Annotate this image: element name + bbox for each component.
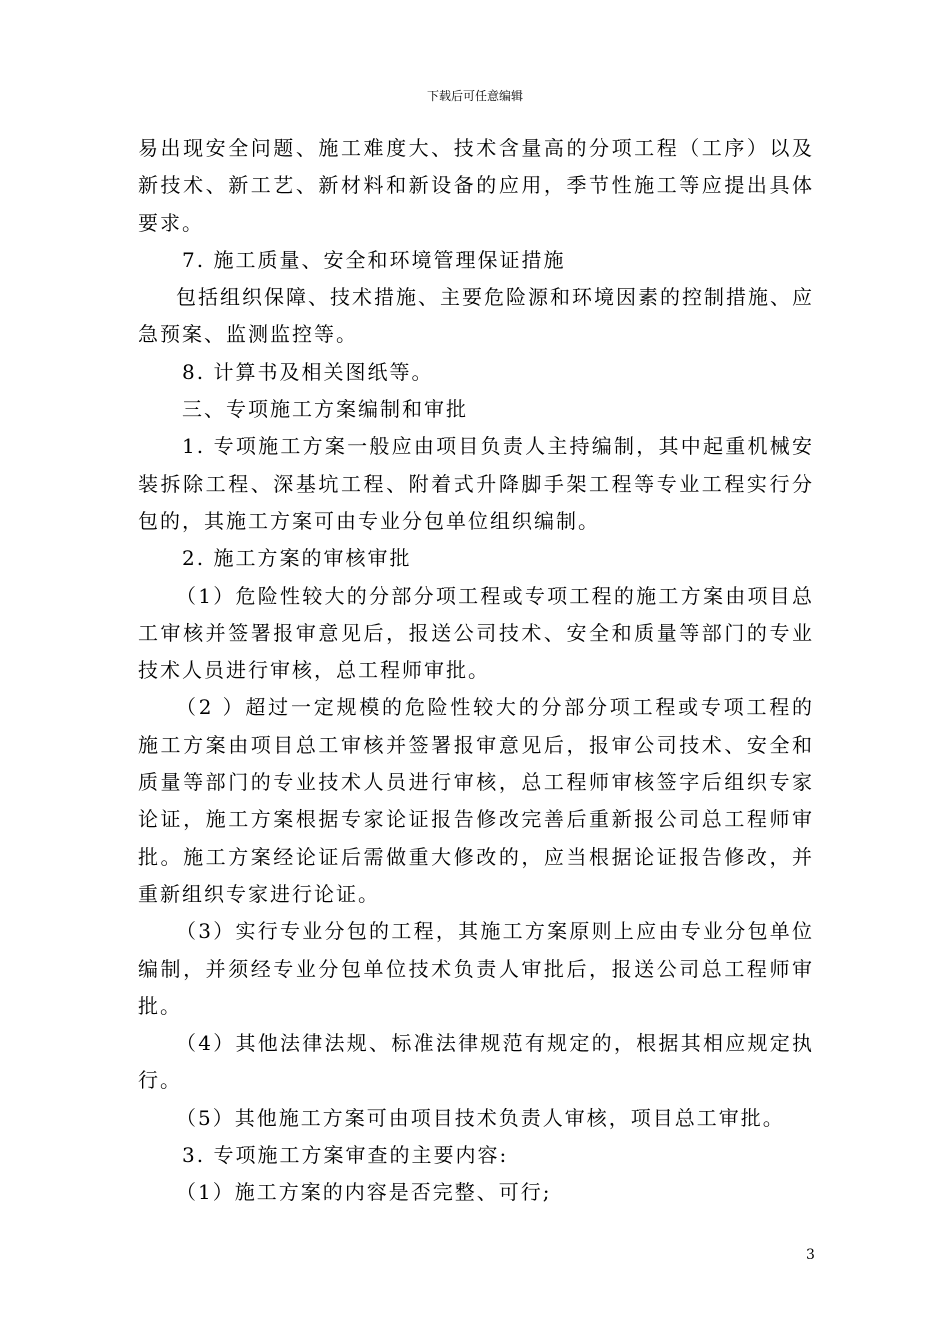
- list-item: （3）实行专业分包的工程，其施工方案原则上应由专业分包单位编制，并须经专业分包单位技术负责人审批后，报送公司总工程师审批。: [138, 919, 814, 1018]
- paragraph: 易出现安全问题、施工难度大、技术含量高的分项工程（工序）以及新技术、新工艺、新材料和新设备的应用，季节性施工等应提出具体要求。: [138, 136, 814, 235]
- list-item: （4）其他法律法规、标准法律规范有规定的，根据其相应规定执行。: [138, 1031, 814, 1093]
- paragraph: 1. 专项施工方案一般应由项目负责人主持编制，其中起重机械安装拆除工程、深基坑工程、附着式升降脚手架工程等专业工程实行分包的，其施工方案可由专业分包单位组织编制。: [138, 434, 814, 533]
- section-heading: 2. 施工方案的审核审批: [182, 546, 412, 571]
- list-item: （1）施工方案的内容是否完整、可行;: [176, 1180, 552, 1205]
- chapter-heading: 三、专项施工方案编制和审批: [182, 397, 468, 422]
- paragraph: 包括组织保障、技术措施、主要危险源和环境因素的控制措施、应急预案、监测监控等。: [138, 285, 814, 347]
- list-item: （1）危险性较大的分部分项工程或专项工程的施工方案由项目总工审核并签署报审意见后，报送公司技术、安全和质量等部门的专业技术人员进行审核，总工程师审批。: [138, 583, 814, 683]
- list-item: （2 ）超过一定规模的危险性较大的分部分项工程或专项工程的施工方案由项目总工审核并签署报审意见后，报审公司技术、安全和质量等部门的专业技术人员进行审核，总工程师审核签字后组织专家论证，施工方案根据专家论证报告修改完善后重新报公司总工程师审批。施工方案经论证后需做重大修改的，应当根据论证报告修改，并重新组织专家进行论证。: [138, 695, 814, 906]
- page-number: 3: [806, 1247, 815, 1263]
- list-item: （5）其他施工方案可由项目技术负责人审核，项目总工审批。: [176, 1105, 785, 1130]
- section-heading: 7. 施工质量、安全和环境管理保证措施: [182, 247, 566, 272]
- section-heading: 8. 计算书及相关图纸等。: [182, 359, 434, 384]
- section-heading: 3. 专项施工方案审查的主要内容:: [182, 1143, 509, 1168]
- document-body: [138, 130, 814, 1212]
- page-header: 下载后可任意编辑: [426, 89, 523, 103]
